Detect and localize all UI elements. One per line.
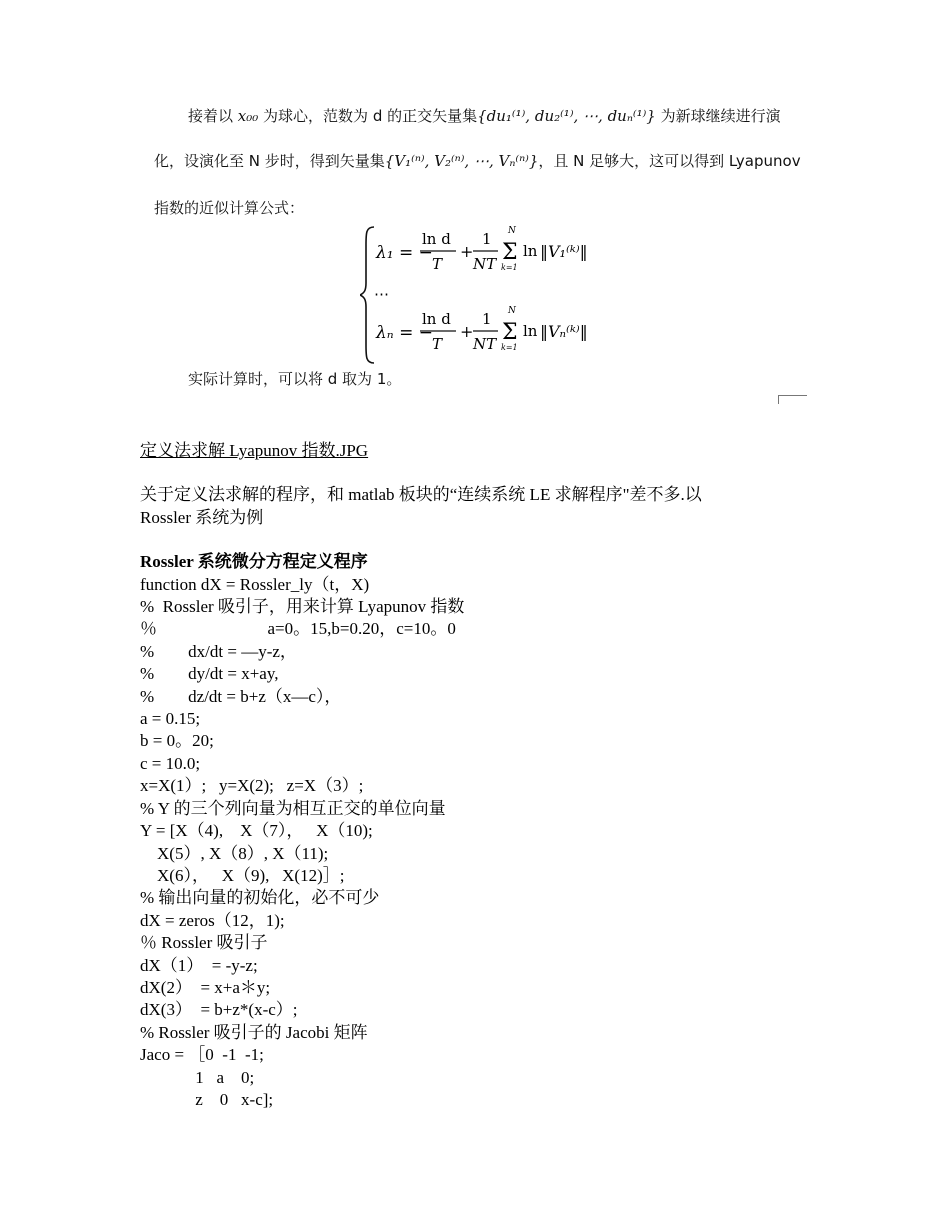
eq1-sum: Σ: [502, 240, 518, 265]
eq2-norm: ‖Vₙ⁽ᵏ⁾‖: [540, 322, 588, 341]
eq2-sum-top: N: [508, 306, 516, 316]
code-line: dX(2） = x+a＊y;: [140, 977, 271, 997]
code-line: % dy/dt = x+ay,: [140, 664, 279, 684]
code-line: b = 0。20;: [140, 731, 214, 751]
intro-line-1: 关于定义法求解的程序，和 matlab 板块的“连续系统 LE 求解程序"差不多.以: [140, 485, 702, 505]
code-line: % Rossler 吸引子，用来计算 Lyapunov 指数: [140, 597, 465, 617]
eq1-NT: NT: [473, 255, 497, 273]
eq2-sum-bottom: k=1: [501, 343, 518, 352]
eq2-sum: Σ: [502, 320, 518, 345]
eq1-plus: +: [460, 242, 474, 261]
code-line: X(5）, X（8）, X（11);: [140, 843, 329, 863]
eq1-norm: ‖V₁⁽ᵏ⁾‖: [540, 242, 588, 261]
math-vector-set-du: {du₁⁽¹⁾, du₂⁽¹⁾, ⋯, duₙ⁽¹⁾}: [477, 107, 656, 125]
spacer: [140, 529, 820, 551]
figure-text: 为球心，范数为 d 的正交矢量集: [258, 107, 478, 125]
embedded-formula-image: [150, 95, 810, 405]
eq2-T: T: [432, 335, 443, 353]
eq2-ln-d: ln d: [422, 310, 451, 328]
code-line: dX(3） = b+z*(x-c）;: [140, 1000, 298, 1020]
figure-text-line-1: [188, 105, 781, 126]
code-line: dX（1） = -y-z;: [140, 955, 258, 975]
figure-text: 为新球继续进行演: [655, 107, 781, 125]
figure-text: ，且 N 足够大，这可以得到 Lyapunov: [538, 152, 801, 170]
code-line: X(6）， X（9), X(12)］;: [140, 865, 345, 885]
spacer: [140, 462, 820, 484]
figure-text-line-3: 指数的近似计算公式：: [154, 199, 305, 217]
eq2-one: 1: [482, 310, 492, 328]
image-corner-mark: [778, 395, 807, 404]
eq-dots: ⋯: [374, 285, 389, 303]
eq2-lhs: λₙ = −: [376, 323, 433, 343]
code-line: % 输出向量的初始化，必不可少: [140, 888, 380, 908]
code-line: % dz/dt = b+z（x—c），: [140, 686, 342, 706]
eq1-sum-top: N: [508, 226, 516, 236]
code-line: % Y 的三个列向量为相互正交的单位向量: [140, 798, 446, 818]
eq1-lhs: λ₁ = −: [376, 243, 433, 263]
eq1-one: 1: [482, 230, 492, 248]
eq1-ln-d: ln d: [422, 230, 451, 248]
eq1-sum-bottom: k=1: [501, 263, 518, 272]
code-line: dX = zeros（12，1);: [140, 910, 285, 930]
eq1-T: T: [432, 255, 443, 273]
eq2-ln: ln: [523, 322, 538, 340]
code-line: % Rossler 吸引子的 Jacobi 矩阵: [140, 1022, 368, 1042]
code-line: z 0 x-c];: [140, 1089, 274, 1109]
code-line: function dX = Rossler_ly（t，X): [140, 574, 370, 594]
code-line: x=X(1）; y=X(2); z=X（3）;: [140, 776, 364, 796]
code-line: % dx/dt = —y-z，: [140, 641, 297, 661]
section-heading: Rossler 系统微分方程定义程序: [140, 552, 368, 572]
math-x00: x₀₀: [237, 107, 259, 125]
code-line: ％ a=0。15,b=0.20，c=10。0: [140, 619, 456, 639]
code-line: ％ Rossler 吸引子: [140, 933, 268, 953]
math-vector-set-v: {V₁⁽ⁿ⁾, V₂⁽ⁿ⁾, ⋯, Vₙ⁽ⁿ⁾}: [384, 152, 539, 170]
eq1-ln: ln: [523, 242, 538, 260]
document-body: [140, 440, 820, 1111]
intro-line-2: Rossler 系统为例: [140, 507, 264, 527]
code-line: c = 10.0;: [140, 753, 201, 773]
code-line: a = 0.15;: [140, 709, 201, 729]
figure-text: 化，设演化至 N 步时，得到矢量集: [154, 152, 385, 170]
figure-text-line-2: [154, 150, 801, 171]
figure-text: 接着以: [188, 107, 238, 125]
eq2-plus: +: [460, 322, 474, 341]
lyapunov-formula: [360, 225, 620, 365]
code-line: 1 a 0;: [140, 1067, 255, 1087]
image-caption: 定义法求解 Lyapunov 指数.JPG: [140, 441, 369, 460]
code-block: [140, 574, 820, 1112]
code-line: Y = [X（4), X（7）， X（10);: [140, 821, 373, 841]
code-line: Jaco = ［0 -1 -1;: [140, 1045, 264, 1065]
left-brace: [360, 227, 374, 363]
figure-text-line-4: 实际计算时，可以将 d 取为 1。: [188, 370, 402, 388]
eq2-NT: NT: [473, 335, 497, 353]
